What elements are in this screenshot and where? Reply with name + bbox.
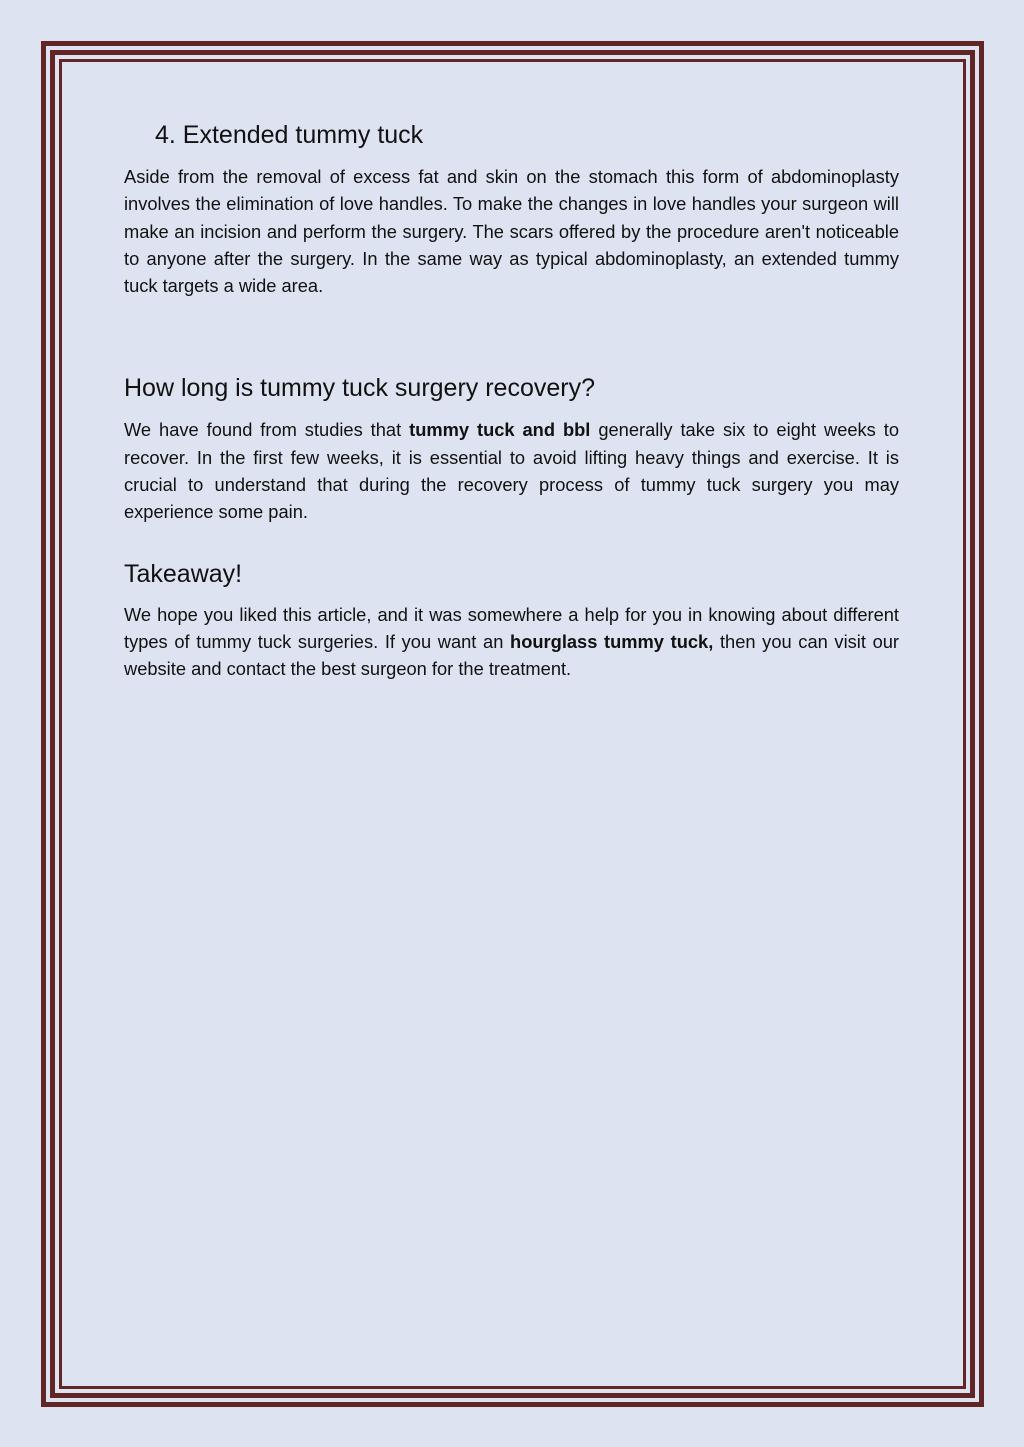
extended-tummy-tuck-paragraph: Aside from the removal of excess fat and skin on the stomach this form of abdominoplasty involves the elimination of love handles. To make the changes in love handles your surgeon will make an incision and perform the surgery. The scars offered by the procedure aren't noticeable to anyone after the surgery. In the same way as typical abdominoplasty, an extended tummy tuck targets a wide area.	[124, 166, 899, 297]
takeaway-heading: Takeaway!	[124, 559, 243, 588]
recovery-text-start: We have found from studies that	[124, 419, 410, 441]
recovery-text-end: generally take six to eight weeks to recover. In the first few weeks, it is essential to avoid lifting heavy things and exercise. It is crucial to understand that during the recovery process of tummy tuck surgery you may experience some pain.	[124, 419, 899, 523]
hourglass-tummy-tuck-link[interactable]: hourglass tummy tuck,	[510, 630, 714, 652]
recovery-paragraph	[124, 416, 899, 525]
takeaway-text-end: then you can visit our website and contact the best surgeon for the treatment.	[124, 630, 899, 680]
takeaway-paragraph	[124, 601, 899, 683]
extended-tummy-tuck-heading: 4. Extended tummy tuck	[155, 121, 424, 149]
takeaway-text-start: We hope you liked this article, and it was somewhere a help for you in knowing about different types of tummy tuck surgeries. If you want an	[124, 603, 899, 652]
recovery-heading: How long is tummy tuck surgery recovery?	[124, 374, 595, 403]
article-body	[124, 120, 899, 683]
tummy-tuck-and-bbl-link[interactable]: tummy tuck and bbl	[409, 419, 591, 441]
